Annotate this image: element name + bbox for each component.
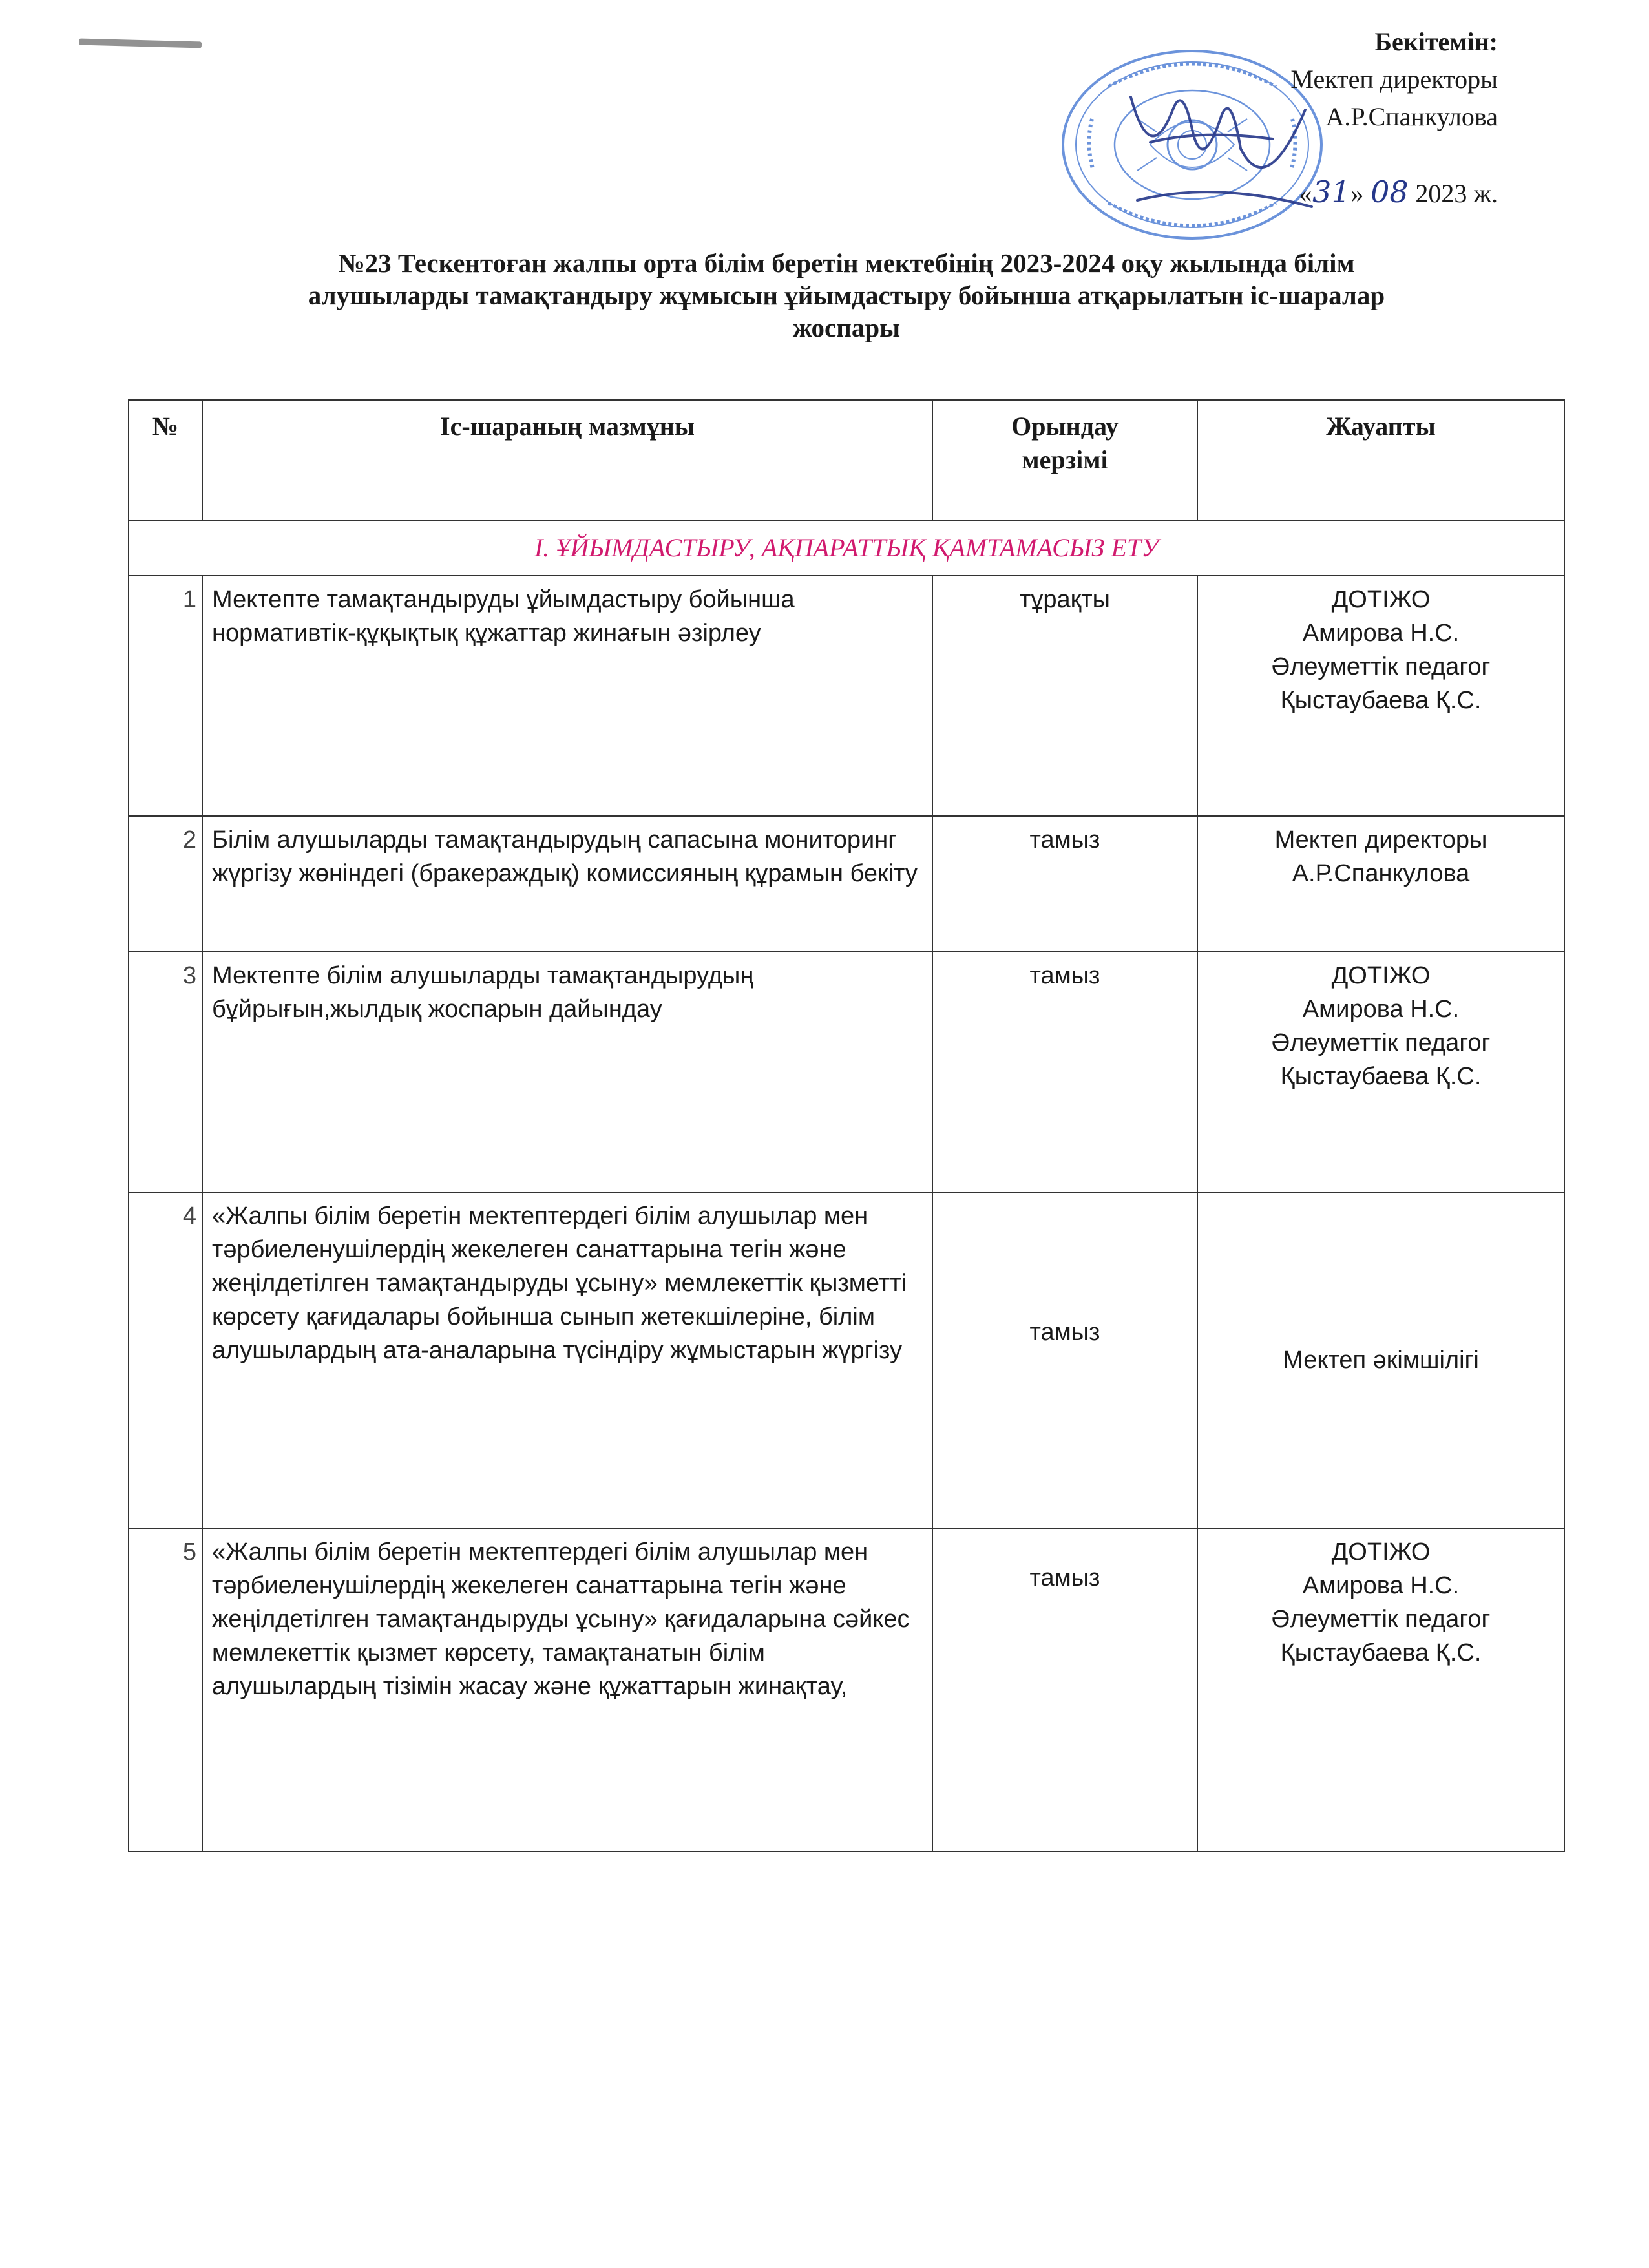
resp-line: Мектеп директоры <box>1274 826 1487 854</box>
section-title: І. ҰЙЫМДАСТЫРУ, АҚПАРАТТЫҚ ҚАМТАМАСЫЗ ЕТУ <box>129 520 1564 576</box>
approval-name: А.Р.Спанкулова <box>1325 102 1498 131</box>
row-term: тұрақты <box>932 576 1197 816</box>
resp-line: Амирова Н.С. <box>1302 996 1460 1023</box>
title-line-2: алушыларды тамақтандыру жұмысын ұйымдастыру бойынша атқарылатын іс-шаралар <box>308 280 1385 310</box>
resp-line: Қыстаубаева Қ.С. <box>1280 687 1482 714</box>
table-row <box>129 816 1564 952</box>
row-num: 4 <box>129 1192 202 1528</box>
resp-line: ДОТІЖО <box>1331 962 1431 989</box>
header-num: № <box>129 400 202 520</box>
row-responsible <box>1197 576 1564 816</box>
resp-line: Әлеуметтік педагог <box>1271 653 1491 680</box>
resp-line: А.Р.Спанкулова <box>1292 860 1470 887</box>
title-line-1: №23 Тескентоған жалпы орта білім беретін мектебінің 2023-2024 оқу жылында білім <box>338 248 1355 278</box>
resp-line: Қыстаубаева Қ.С. <box>1280 1063 1482 1090</box>
row-term-text: тамыз <box>1029 1319 1100 1346</box>
row-term <box>932 1192 1197 1528</box>
row-term: тамыз <box>932 952 1197 1192</box>
row-num: 2 <box>129 816 202 952</box>
row-responsible <box>1197 816 1564 952</box>
resp-line: ДОТІЖО <box>1331 1538 1431 1566</box>
header-responsible: Жауапты <box>1197 400 1564 520</box>
row-responsible <box>1197 1528 1564 1851</box>
date-quote-close: » <box>1350 179 1364 208</box>
table-row <box>129 576 1564 816</box>
approval-position: Мектеп директоры <box>1290 65 1498 94</box>
plan-table <box>128 399 1565 1852</box>
row-content: Білім алушыларды тамақтандырудың сапасына мониторинг жүргізу жөніндегі (бракераждық) комиссияның құрамын бекіту <box>202 816 932 952</box>
table-row <box>129 1528 1564 1851</box>
title-line-3: жоспары <box>792 313 901 342</box>
table-row <box>129 1192 1564 1528</box>
scan-artifact <box>79 39 202 48</box>
date-day: 31 <box>1312 174 1350 209</box>
row-num: 3 <box>129 952 202 1192</box>
resp-line: Қыстаубаева Қ.С. <box>1280 1639 1482 1666</box>
header-term <box>932 400 1197 520</box>
header-term-line-1: Орындау <box>1011 412 1119 441</box>
row-term: тамыз <box>932 1528 1197 1851</box>
header-term-line-2: мерзімі <box>1022 445 1108 474</box>
approval-title: Бекітемін: <box>1374 27 1498 56</box>
date-month: 08 <box>1371 174 1409 209</box>
row-content: Мектепте тамақтандыруды ұйымдастыру бойынша нормативтік-құқықтық құжаттар жинағын әзірлеу <box>202 576 932 816</box>
table-row <box>129 952 1564 1192</box>
row-responsible <box>1197 952 1564 1192</box>
row-num: 5 <box>129 1528 202 1851</box>
resp-line: ДОТІЖО <box>1331 586 1431 613</box>
document-title <box>155 247 1538 344</box>
table-header-row <box>129 400 1564 520</box>
row-content: «Жалпы білім беретін мектептердегі білім алушылар мен тәрбиеленушілердің жекелеген санаттарына тегін және жеңілдетілген тамақтандыруды ұсыну» қағидаларына сәйкес мемлекеттік қызмет көрсету, тамақтанатын білім алушылардың тізімін жасау және құжаттарын жинақтау, <box>202 1528 932 1851</box>
row-term: тамыз <box>932 816 1197 952</box>
resp-line: Әлеуметтік педагог <box>1271 1606 1491 1633</box>
row-content: «Жалпы білім беретін мектептердегі білім алушылар мен тәрбиеленушілердің жекелеген санаттарына тегін және жеңілдетілген тамақтандыруды ұсыну» мемлекеттік қызметті көрсету қағидалары бойынша сынып жетекшілеріне, білім алушылардың ата-аналарына түсіндіру жұмыстарын жүргізу <box>202 1192 932 1528</box>
date-quote-open: « <box>1299 179 1312 208</box>
row-num: 1 <box>129 576 202 816</box>
resp-line: Амирова Н.С. <box>1302 1572 1460 1599</box>
resp-line: Әлеуметтік педагог <box>1271 1029 1491 1056</box>
date-year: 2023 ж. <box>1415 179 1498 208</box>
header-content: Іс-шараның мазмұны <box>202 400 932 520</box>
resp-line: Амирова Н.С. <box>1302 620 1460 647</box>
section-row <box>129 520 1564 576</box>
resp-line: Мектеп әкімшілігі <box>1283 1347 1479 1374</box>
row-content: Мектепте білім алушыларды тамақтандырудың бұйрығын,жылдық жоспарын дайындау <box>202 952 932 1192</box>
row-responsible <box>1197 1192 1564 1528</box>
director-signature <box>1111 71 1325 226</box>
